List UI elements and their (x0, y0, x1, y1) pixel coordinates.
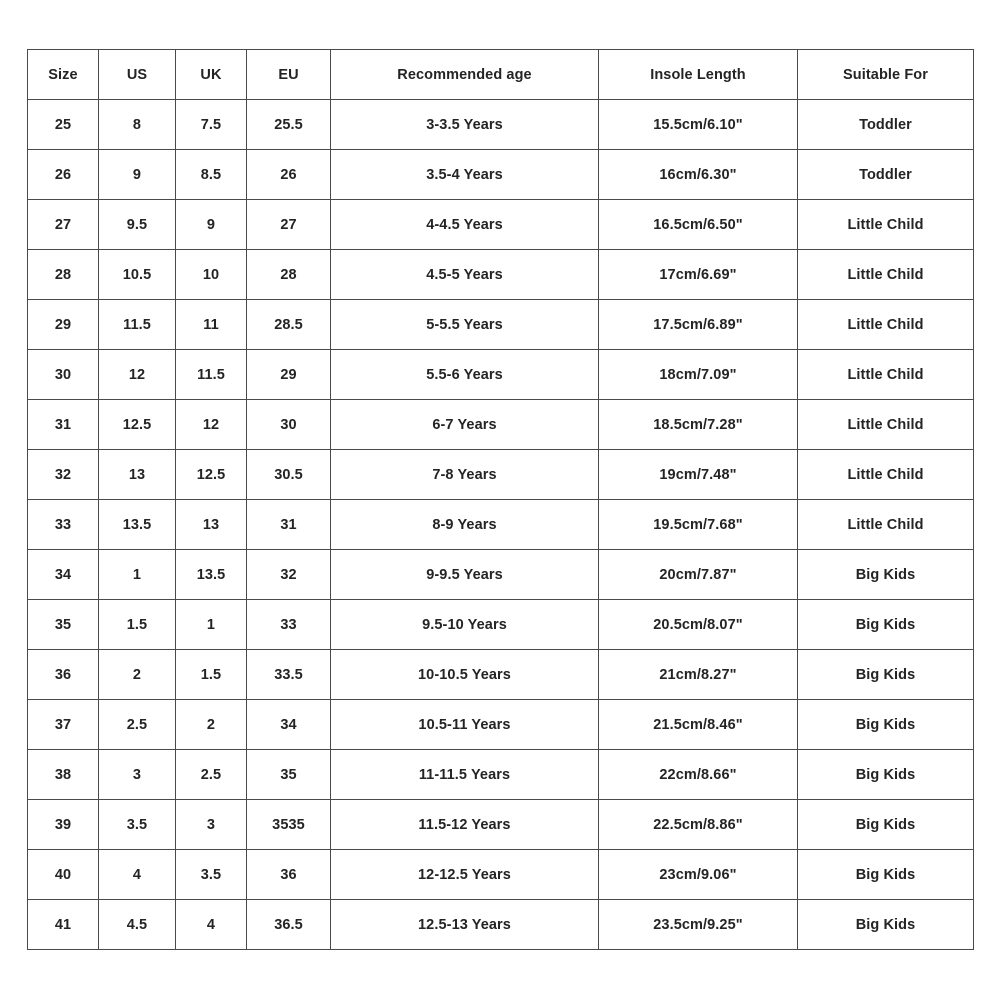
cell-age: 12.5-13 Years (331, 900, 599, 950)
table-row (28, 850, 974, 900)
cell-suit: Toddler (798, 100, 974, 150)
cell-eu: 27 (247, 200, 331, 250)
cell-eu: 28.5 (247, 300, 331, 350)
table-row (28, 650, 974, 700)
cell-size: 41 (28, 900, 99, 950)
cell-size: 38 (28, 750, 99, 800)
cell-size: 32 (28, 450, 99, 500)
cell-eu: 35 (247, 750, 331, 800)
cell-us: 2 (99, 650, 176, 700)
cell-insole: 18.5cm/7.28" (599, 400, 798, 450)
cell-size: 34 (28, 550, 99, 600)
cell-suit: Little Child (798, 200, 974, 250)
cell-us: 13 (99, 450, 176, 500)
cell-age: 9-9.5 Years (331, 550, 599, 600)
cell-us: 11.5 (99, 300, 176, 350)
cell-us: 12.5 (99, 400, 176, 450)
column-header-size: Size (28, 50, 99, 100)
cell-eu: 32 (247, 550, 331, 600)
cell-suit: Big Kids (798, 750, 974, 800)
size-chart-container (27, 49, 973, 950)
cell-eu: 33 (247, 600, 331, 650)
cell-uk: 7.5 (176, 100, 247, 150)
cell-age: 10.5-11 Years (331, 700, 599, 750)
cell-uk: 13.5 (176, 550, 247, 600)
table-row (28, 150, 974, 200)
cell-insole: 18cm/7.09" (599, 350, 798, 400)
cell-suit: Big Kids (798, 600, 974, 650)
cell-age: 4.5-5 Years (331, 250, 599, 300)
cell-eu: 29 (247, 350, 331, 400)
cell-age: 11-11.5 Years (331, 750, 599, 800)
cell-size: 39 (28, 800, 99, 850)
column-header-suit: Suitable For (798, 50, 974, 100)
cell-size: 33 (28, 500, 99, 550)
cell-size: 30 (28, 350, 99, 400)
cell-insole: 20cm/7.87" (599, 550, 798, 600)
cell-age: 7-8 Years (331, 450, 599, 500)
cell-uk: 12 (176, 400, 247, 450)
cell-size: 35 (28, 600, 99, 650)
column-header-us: US (99, 50, 176, 100)
cell-uk: 1.5 (176, 650, 247, 700)
table-row (28, 900, 974, 950)
cell-age: 10-10.5 Years (331, 650, 599, 700)
cell-age: 5-5.5 Years (331, 300, 599, 350)
cell-us: 3 (99, 750, 176, 800)
cell-uk: 3 (176, 800, 247, 850)
column-header-insole: Insole Length (599, 50, 798, 100)
table-row (28, 250, 974, 300)
cell-us: 4.5 (99, 900, 176, 950)
cell-age: 9.5-10 Years (331, 600, 599, 650)
cell-eu: 30 (247, 400, 331, 450)
cell-size: 27 (28, 200, 99, 250)
cell-us: 13.5 (99, 500, 176, 550)
cell-eu: 28 (247, 250, 331, 300)
cell-uk: 2 (176, 700, 247, 750)
cell-insole: 21cm/8.27" (599, 650, 798, 700)
cell-us: 2.5 (99, 700, 176, 750)
cell-size: 29 (28, 300, 99, 350)
table-row (28, 750, 974, 800)
cell-insole: 23.5cm/9.25" (599, 900, 798, 950)
column-header-eu: EU (247, 50, 331, 100)
cell-size: 37 (28, 700, 99, 750)
cell-age: 6-7 Years (331, 400, 599, 450)
cell-age: 5.5-6 Years (331, 350, 599, 400)
cell-size: 28 (28, 250, 99, 300)
cell-suit: Big Kids (798, 650, 974, 700)
table-row (28, 350, 974, 400)
cell-uk: 9 (176, 200, 247, 250)
cell-uk: 10 (176, 250, 247, 300)
cell-age: 12-12.5 Years (331, 850, 599, 900)
cell-insole: 19.5cm/7.68" (599, 500, 798, 550)
cell-insole: 16cm/6.30" (599, 150, 798, 200)
table-row (28, 800, 974, 850)
cell-us: 10.5 (99, 250, 176, 300)
table-row (28, 400, 974, 450)
cell-insole: 20.5cm/8.07" (599, 600, 798, 650)
cell-suit: Little Child (798, 450, 974, 500)
cell-size: 36 (28, 650, 99, 700)
cell-insole: 19cm/7.48" (599, 450, 798, 500)
cell-age: 3-3.5 Years (331, 100, 599, 150)
cell-suit: Little Child (798, 350, 974, 400)
shoe-size-chart-table (27, 49, 974, 950)
cell-age: 3.5-4 Years (331, 150, 599, 200)
cell-eu: 34 (247, 700, 331, 750)
cell-insole: 23cm/9.06" (599, 850, 798, 900)
cell-uk: 13 (176, 500, 247, 550)
cell-uk: 4 (176, 900, 247, 950)
cell-insole: 22cm/8.66" (599, 750, 798, 800)
cell-eu: 25.5 (247, 100, 331, 150)
cell-us: 12 (99, 350, 176, 400)
column-header-age: Recommended age (331, 50, 599, 100)
cell-suit: Big Kids (798, 900, 974, 950)
cell-suit: Big Kids (798, 550, 974, 600)
table-row (28, 600, 974, 650)
cell-eu: 33.5 (247, 650, 331, 700)
cell-uk: 3.5 (176, 850, 247, 900)
cell-insole: 21.5cm/8.46" (599, 700, 798, 750)
cell-insole: 15.5cm/6.10" (599, 100, 798, 150)
table-row (28, 100, 974, 150)
cell-size: 31 (28, 400, 99, 450)
cell-eu: 30.5 (247, 450, 331, 500)
cell-insole: 17cm/6.69" (599, 250, 798, 300)
cell-size: 26 (28, 150, 99, 200)
cell-uk: 11.5 (176, 350, 247, 400)
cell-uk: 11 (176, 300, 247, 350)
cell-suit: Big Kids (798, 700, 974, 750)
table-row (28, 200, 974, 250)
cell-eu: 26 (247, 150, 331, 200)
cell-uk: 12.5 (176, 450, 247, 500)
table-row (28, 300, 974, 350)
cell-eu: 36.5 (247, 900, 331, 950)
cell-suit: Little Child (798, 300, 974, 350)
cell-uk: 1 (176, 600, 247, 650)
cell-us: 1 (99, 550, 176, 600)
cell-age: 4-4.5 Years (331, 200, 599, 250)
cell-suit: Little Child (798, 250, 974, 300)
cell-age: 8-9 Years (331, 500, 599, 550)
table-row (28, 700, 974, 750)
cell-suit: Toddler (798, 150, 974, 200)
cell-size: 25 (28, 100, 99, 150)
cell-size: 40 (28, 850, 99, 900)
table-row (28, 450, 974, 500)
cell-us: 3.5 (99, 800, 176, 850)
cell-age: 11.5-12 Years (331, 800, 599, 850)
cell-insole: 22.5cm/8.86" (599, 800, 798, 850)
cell-suit: Little Child (798, 400, 974, 450)
cell-insole: 16.5cm/6.50" (599, 200, 798, 250)
cell-us: 9.5 (99, 200, 176, 250)
cell-uk: 2.5 (176, 750, 247, 800)
table-header (28, 50, 974, 100)
cell-uk: 8.5 (176, 150, 247, 200)
table-row (28, 500, 974, 550)
cell-suit: Big Kids (798, 800, 974, 850)
table-body (28, 100, 974, 950)
cell-eu: 3535 (247, 800, 331, 850)
cell-suit: Big Kids (798, 850, 974, 900)
column-header-uk: UK (176, 50, 247, 100)
cell-eu: 36 (247, 850, 331, 900)
cell-insole: 17.5cm/6.89" (599, 300, 798, 350)
cell-us: 8 (99, 100, 176, 150)
cell-us: 4 (99, 850, 176, 900)
cell-suit: Little Child (798, 500, 974, 550)
cell-us: 9 (99, 150, 176, 200)
table-header-row (28, 50, 974, 100)
cell-us: 1.5 (99, 600, 176, 650)
cell-eu: 31 (247, 500, 331, 550)
table-row (28, 550, 974, 600)
